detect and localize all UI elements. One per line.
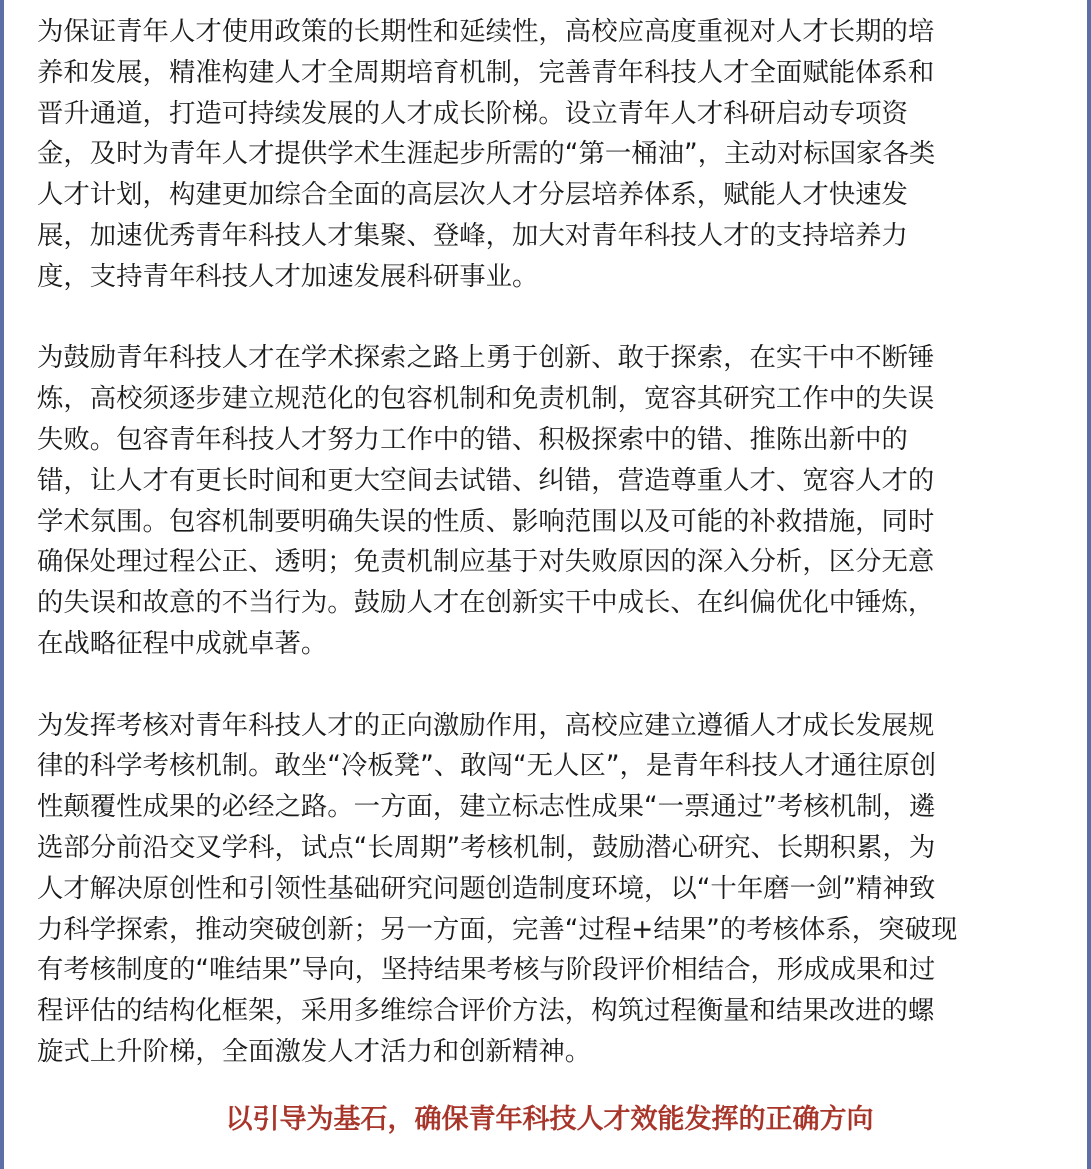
text-line: 力科学探索，推动突破创新；另一方面，完善“过程+结果”的考核体系，突破现 (37, 913, 958, 945)
text-line: 有考核制度的“唯结果”导向，坚持结果考核与阶段评价相结合，形成成果和过 (37, 954, 936, 986)
text-line: 晋升通道，打造可持续发展的人才成长阶梯。设立青年人才科研启动专项资 (37, 97, 908, 129)
text-line: 学术氛围。包容机制要明确失误的性质、影响范围以及可能的补救措施，同时 (37, 505, 935, 537)
article-body (37, 12, 1067, 1114)
paragraph-1 (37, 12, 1067, 298)
text-line: 失败。包容青年科技人才努力工作中的错、积极探索中的错、推陈出新中的 (37, 423, 908, 455)
section-heading: 以引导为基石，确保青年科技人才效能发挥的正确方向 (225, 1104, 874, 1135)
text-line: 金，及时为青年人才提供学术生涯起步所需的“第一桶油”，主动对标国家各类 (37, 138, 936, 170)
text-line: 养和发展，精准构建人才全周期培育机制，完善青年科技人才全面赋能体系和 (37, 56, 935, 88)
text-line: 程评估的结构化框架，采用多维综合评价方法，构筑过程衡量和结果改进的螺 (37, 995, 935, 1027)
text-line: 为鼓励青年科技人才在学术探索之路上勇于创新、敢于探索，在实干中不断锤 (37, 342, 935, 374)
text-line: 旋式上升阶梯，全面激发人才活力和创新精神。 (37, 1035, 592, 1067)
text-line: 炼，高校须逐步建立规范化的包容机制和免责机制，宽容其研究工作中的失误 (37, 383, 935, 415)
paragraph-3 (37, 706, 1067, 1073)
text-line: 的失误和故意的不当行为。鼓励人才在创新实干中成长、在纠偏优化中锤炼， (37, 587, 935, 619)
text-line: 人才解决原创性和引领性基础研究问题创造制度环境，以“十年磨一剑”精神致 (37, 872, 936, 904)
text-line: 确保处理过程公正、透明；免责机制应基于对失败原因的深入分析，区分无意 (37, 546, 935, 578)
text-line: 在战略征程中成就卓著。 (37, 627, 328, 659)
text-line: 律的科学考核机制。敢坐“冷板凳”、敢闯“无人区”，是青年科技人才通往原创 (37, 750, 937, 782)
text-line: 为保证青年人才使用政策的长期性和延续性，高校应高度重视对人才长期的培 (37, 16, 935, 47)
text-line: 为发挥考核对青年科技人才的正向激励作用，高校应建立遵循人才成长发展规 (37, 709, 935, 741)
text-line: 度，支持青年科技人才加速发展科研事业。 (37, 260, 539, 292)
text-line: 错，让人才有更长时间和更大空间去试错、纠错，营造尊重人才、宽容人才的 (37, 464, 935, 496)
paragraph-2 (37, 338, 1067, 664)
text-line: 展，加速优秀青年科技人才集聚、登峰，加大对青年科技人才的支持培养力 (37, 219, 908, 251)
text-line: 选部分前沿交叉学科，试点“长周期”考核机制，鼓励潜心研究、长期积累，为 (37, 831, 936, 863)
text-line: 性颠覆性成果的必经之路。一方面，建立标志性成果“一票通过”考核机制，遴 (37, 791, 936, 823)
text-line: 人才计划，构建更加综合全面的高层次人才分层培养体系，赋能人才快速发 (37, 179, 908, 211)
